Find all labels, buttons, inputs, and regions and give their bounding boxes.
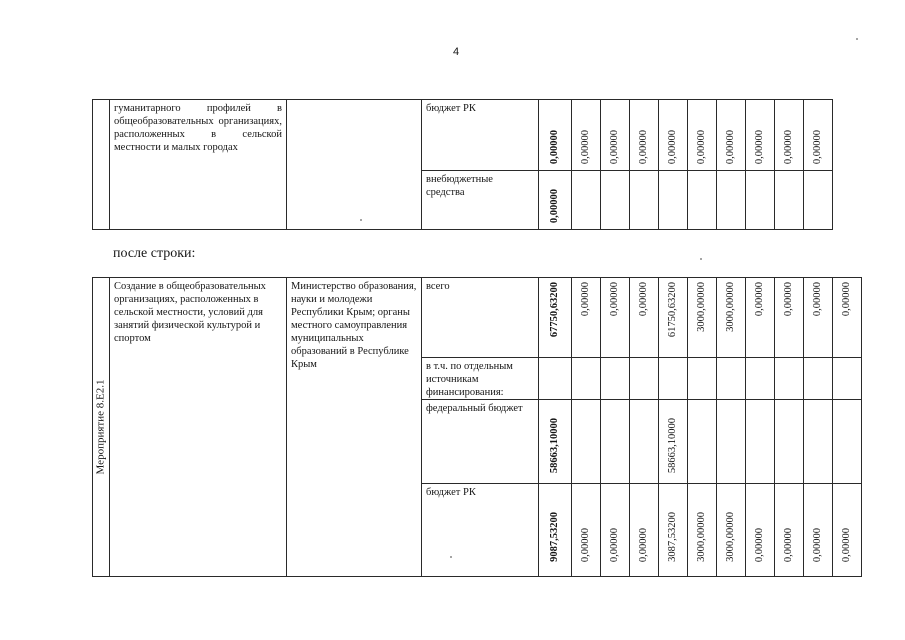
value-cell: 0,00000: [833, 278, 862, 358]
description-cell: [110, 100, 287, 230]
value-cell: 0,00000: [601, 484, 630, 577]
measure-description: Создание в общеобразовательных организациях, расположенных в сельской местности, условий для занятий физической культурой и спортом: [114, 281, 266, 344]
total-cell: [539, 358, 572, 400]
value-cell: [659, 358, 688, 400]
value-cell: [659, 171, 688, 230]
value-cell: [717, 358, 746, 400]
value-cell: 0,00000: [746, 100, 775, 171]
code-cell: [93, 100, 110, 230]
table-row: [93, 100, 833, 171]
source-cell: бюджет РК: [422, 484, 539, 577]
code-cell: [93, 278, 110, 577]
value-cell: 3087,53200: [659, 484, 688, 577]
value-cell: 58663,10000: [659, 400, 688, 484]
value-cell: 3000,00000: [717, 278, 746, 358]
value-cell: [601, 400, 630, 484]
source-cell: федеральный бюджет: [422, 400, 539, 484]
value-cell: 0,00000: [601, 100, 630, 171]
value-cell: 0,00000: [630, 278, 659, 358]
value-cell: 0,00000: [804, 278, 833, 358]
source-cell: бюджет РК: [422, 100, 539, 171]
value-cell: [775, 358, 804, 400]
value-cell: 3000,00000: [717, 484, 746, 577]
value-cell: [775, 171, 804, 230]
value-cell: [746, 171, 775, 230]
value-cell: 0,00000: [746, 278, 775, 358]
table-measure-8e21: [92, 277, 862, 577]
value-cell: 0,00000: [775, 484, 804, 577]
page-number: 4: [453, 46, 460, 58]
value-cell: [746, 358, 775, 400]
value-cell: [717, 400, 746, 484]
value-cell: 0,00000: [775, 278, 804, 358]
scan-speck: [360, 219, 362, 221]
total-cell: 9087,53200: [539, 484, 572, 577]
total-cell: 0,00000: [539, 171, 572, 230]
source-cell: в т.ч. по отдельным источникам финансирования:: [422, 358, 539, 400]
executor-cell: [287, 278, 422, 577]
value-cell: 0,00000: [572, 100, 601, 171]
value-cell: [833, 400, 862, 484]
value-cell: 0,00000: [659, 100, 688, 171]
value-cell: 0,00000: [746, 484, 775, 577]
value-cell: 0,00000: [804, 100, 833, 171]
value-cell: 0,00000: [833, 484, 862, 577]
total-cell: 67750,63200: [539, 278, 572, 358]
value-cell: [688, 171, 717, 230]
value-cell: 0,00000: [630, 100, 659, 171]
value-cell: [688, 358, 717, 400]
value-cell: [572, 358, 601, 400]
value-cell: 0,00000: [572, 484, 601, 577]
after-row-caption: после строки:: [113, 246, 196, 261]
measure-code: Мероприятие 8.Е2.1: [94, 379, 107, 475]
scan-speck: [700, 258, 702, 260]
measure-description: гуманитарного профилей в общеобразовательных организациях, расположенных в сельской местности и малых городах: [114, 103, 282, 153]
scan-speck: [856, 38, 858, 40]
scan-speck: [450, 556, 452, 558]
value-cell: [804, 358, 833, 400]
value-cell: 0,00000: [717, 100, 746, 171]
source-cell: всего: [422, 278, 539, 358]
value-cell: [746, 400, 775, 484]
table-fragment-top: [92, 99, 833, 230]
source-cell: внебюджетные средства: [422, 171, 539, 230]
value-cell: [630, 171, 659, 230]
value-cell: 3000,00000: [688, 484, 717, 577]
value-cell: 3000,00000: [688, 278, 717, 358]
table-row: [93, 278, 862, 358]
value-cell: [572, 171, 601, 230]
value-cell: 0,00000: [688, 100, 717, 171]
value-cell: [630, 358, 659, 400]
value-cell: 0,00000: [630, 484, 659, 577]
value-cell: [775, 400, 804, 484]
value-cell: [833, 358, 862, 400]
value-cell: [804, 400, 833, 484]
description-cell: [110, 278, 287, 577]
value-cell: [804, 171, 833, 230]
value-cell: [630, 400, 659, 484]
value-cell: 0,00000: [804, 484, 833, 577]
value-cell: [717, 171, 746, 230]
value-cell: 61750,63200: [659, 278, 688, 358]
value-cell: [688, 400, 717, 484]
value-cell: [601, 358, 630, 400]
total-cell: 0,00000: [539, 100, 572, 171]
value-cell: 0,00000: [601, 278, 630, 358]
executor-text: Министерство образования, науки и молодежи Республики Крым; органы местного самоуправления муниципальных образований в Республике Крым: [291, 281, 417, 370]
value-cell: 0,00000: [572, 278, 601, 358]
total-cell: 58663,10000: [539, 400, 572, 484]
value-cell: [601, 171, 630, 230]
executor-cell: [287, 100, 422, 230]
value-cell: [572, 400, 601, 484]
value-cell: 0,00000: [775, 100, 804, 171]
